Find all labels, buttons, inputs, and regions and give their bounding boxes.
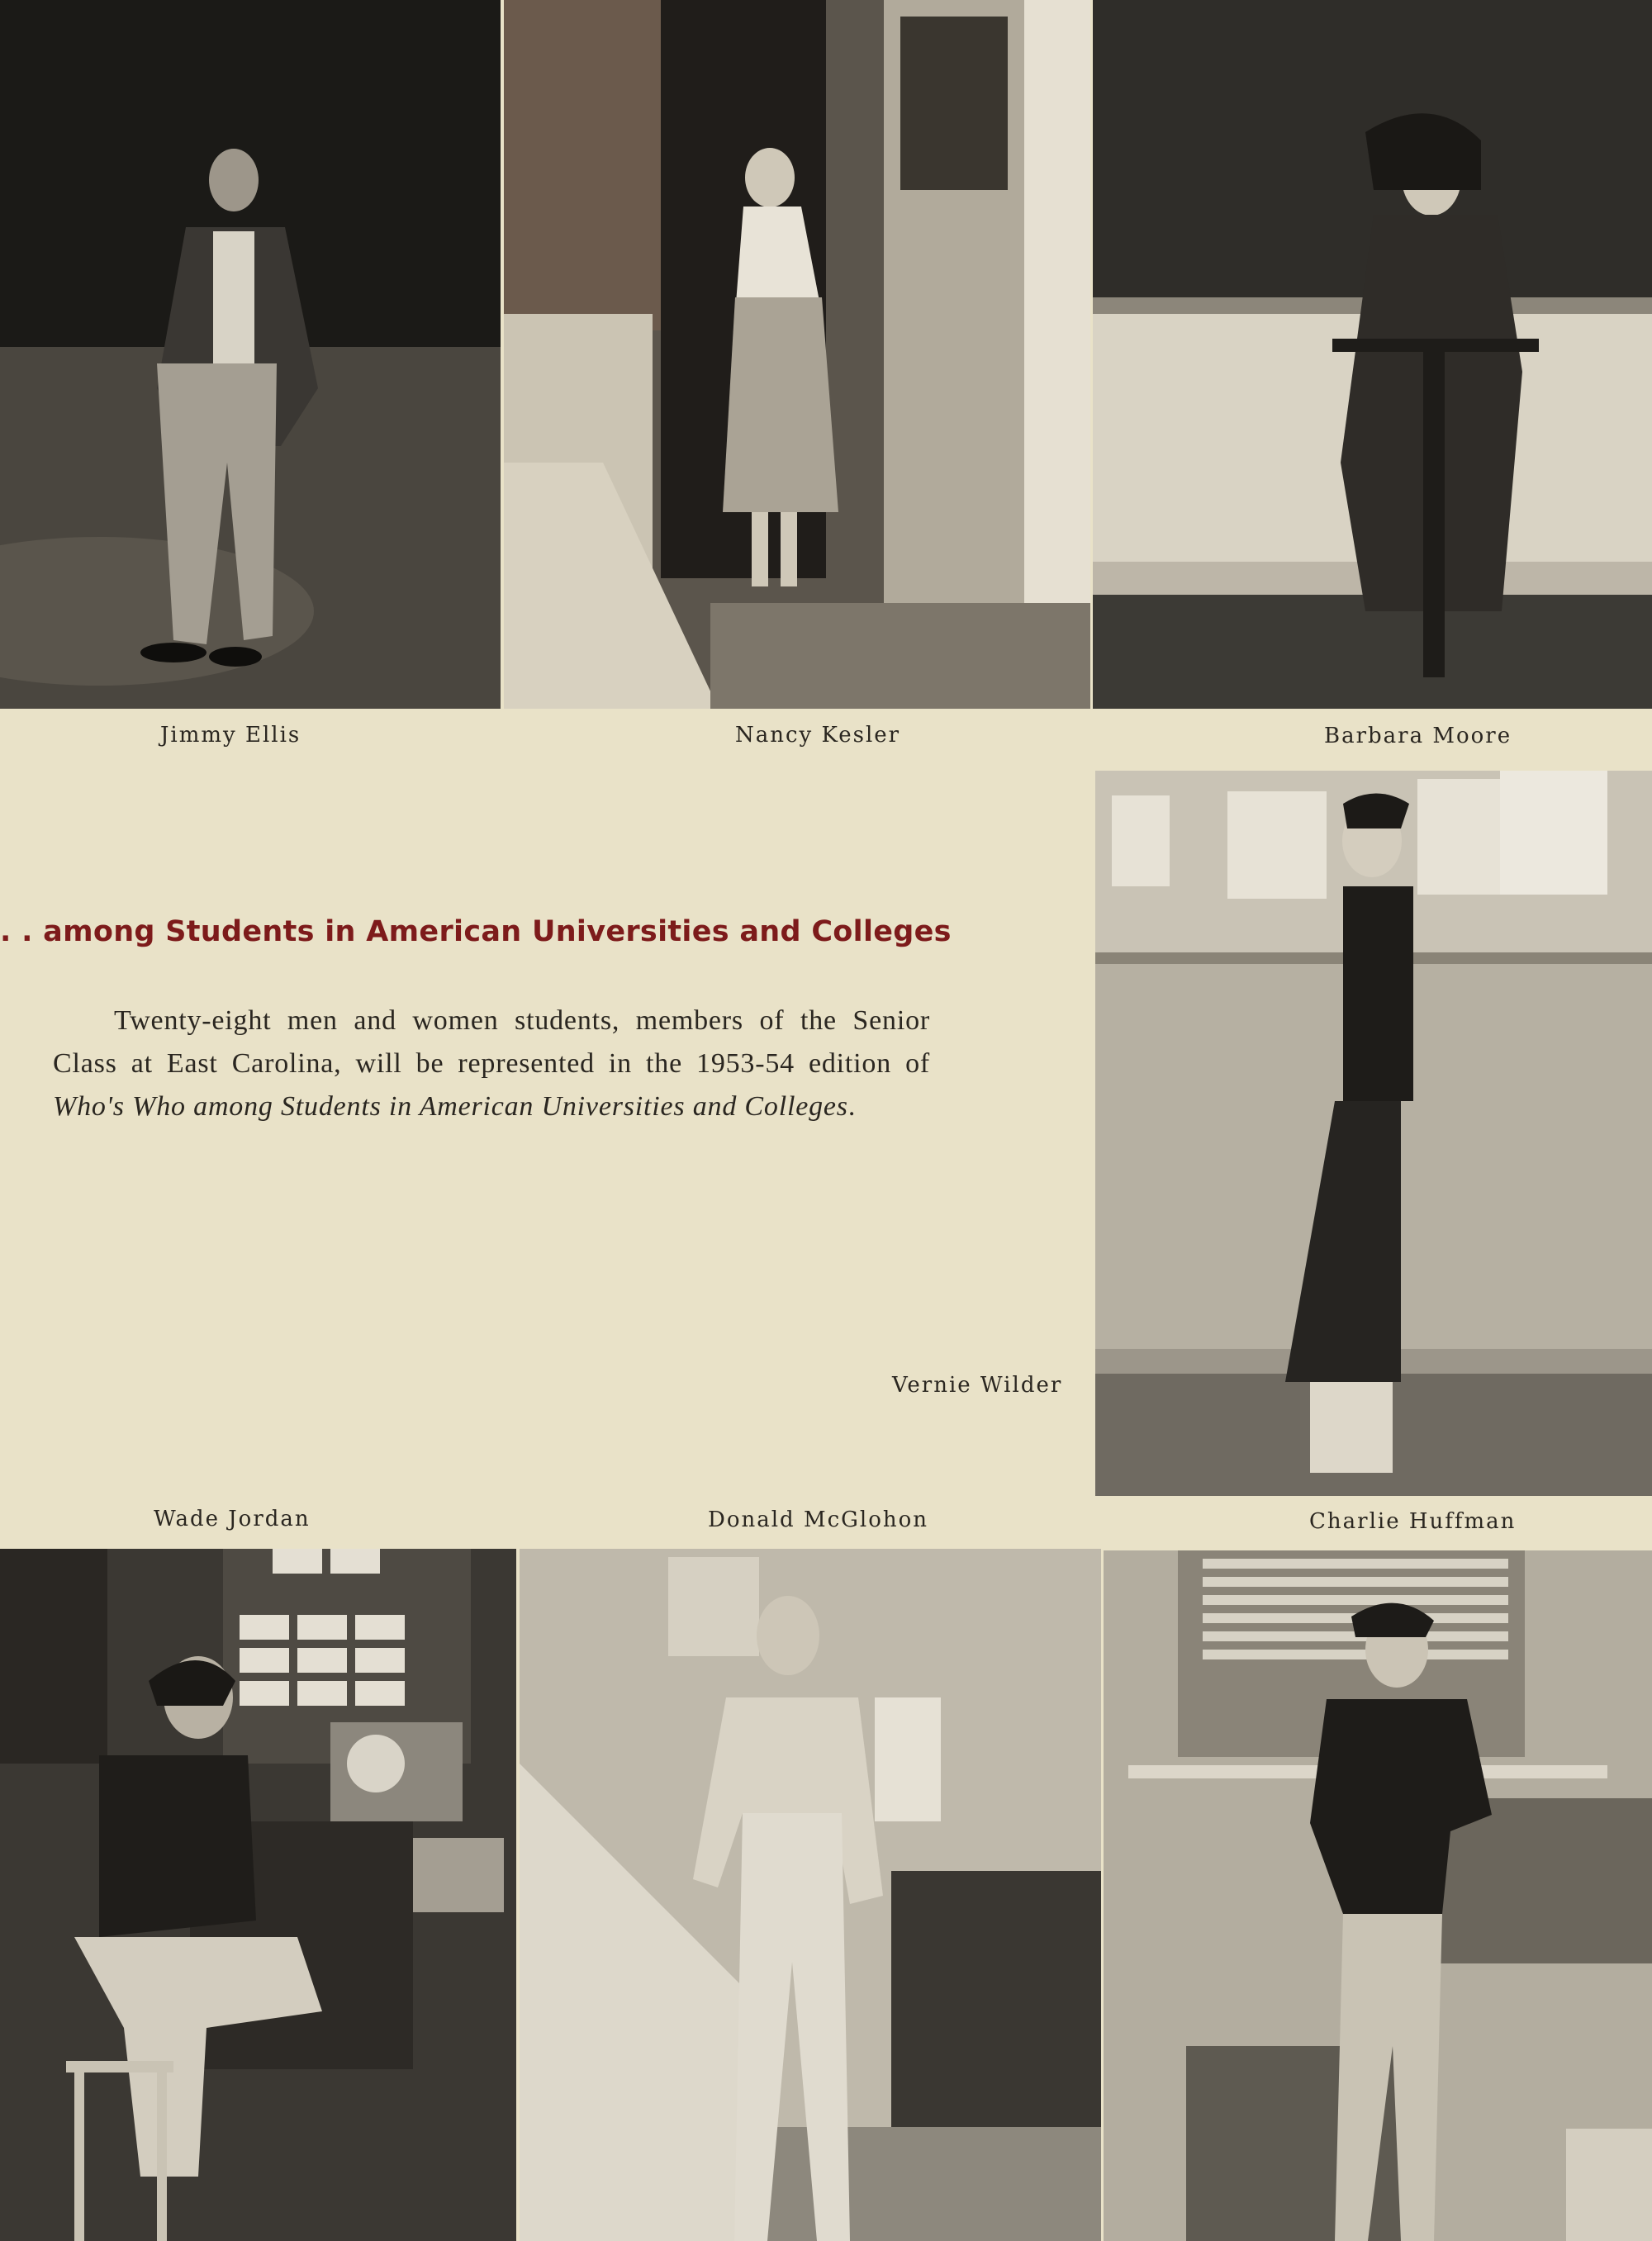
photo-charlie-huffman	[1104, 1550, 1652, 2241]
caption-nancy-kesler: Nancy Kesler	[735, 723, 901, 748]
caption-barbara-moore: Barbara Moore	[1324, 724, 1512, 748]
photo-vernie-wilder	[1095, 771, 1652, 1496]
caption-jimmy-ellis: Jimmy Ellis	[160, 723, 301, 748]
photo-nancy-kesler	[504, 0, 1090, 709]
section-heading: . . among Students in American Universities and Colleges	[0, 915, 952, 948]
body-text-after: .	[847, 1091, 857, 1122]
body-paragraph	[53, 999, 930, 1128]
body-text-before: Twenty-eight men and women students, members of the Senior Class at East Carolina, will be represented in the 1953-54 edition of	[53, 1005, 930, 1079]
photo-jimmy-ellis	[0, 0, 501, 709]
caption-vernie-wilder: Vernie Wilder	[892, 1373, 1063, 1398]
caption-donald-mcglohon: Donald McGlohon	[708, 1507, 929, 1532]
caption-charlie-huffman: Charlie Huffman	[1309, 1509, 1517, 1534]
publication-title: Who's Who among Students in American Universities and Colleges	[53, 1091, 848, 1122]
caption-wade-jordan: Wade Jordan	[154, 1507, 311, 1531]
photo-donald-mcglohon	[520, 1549, 1101, 2241]
photo-barbara-moore	[1093, 0, 1652, 709]
photo-wade-jordan	[0, 1549, 516, 2241]
